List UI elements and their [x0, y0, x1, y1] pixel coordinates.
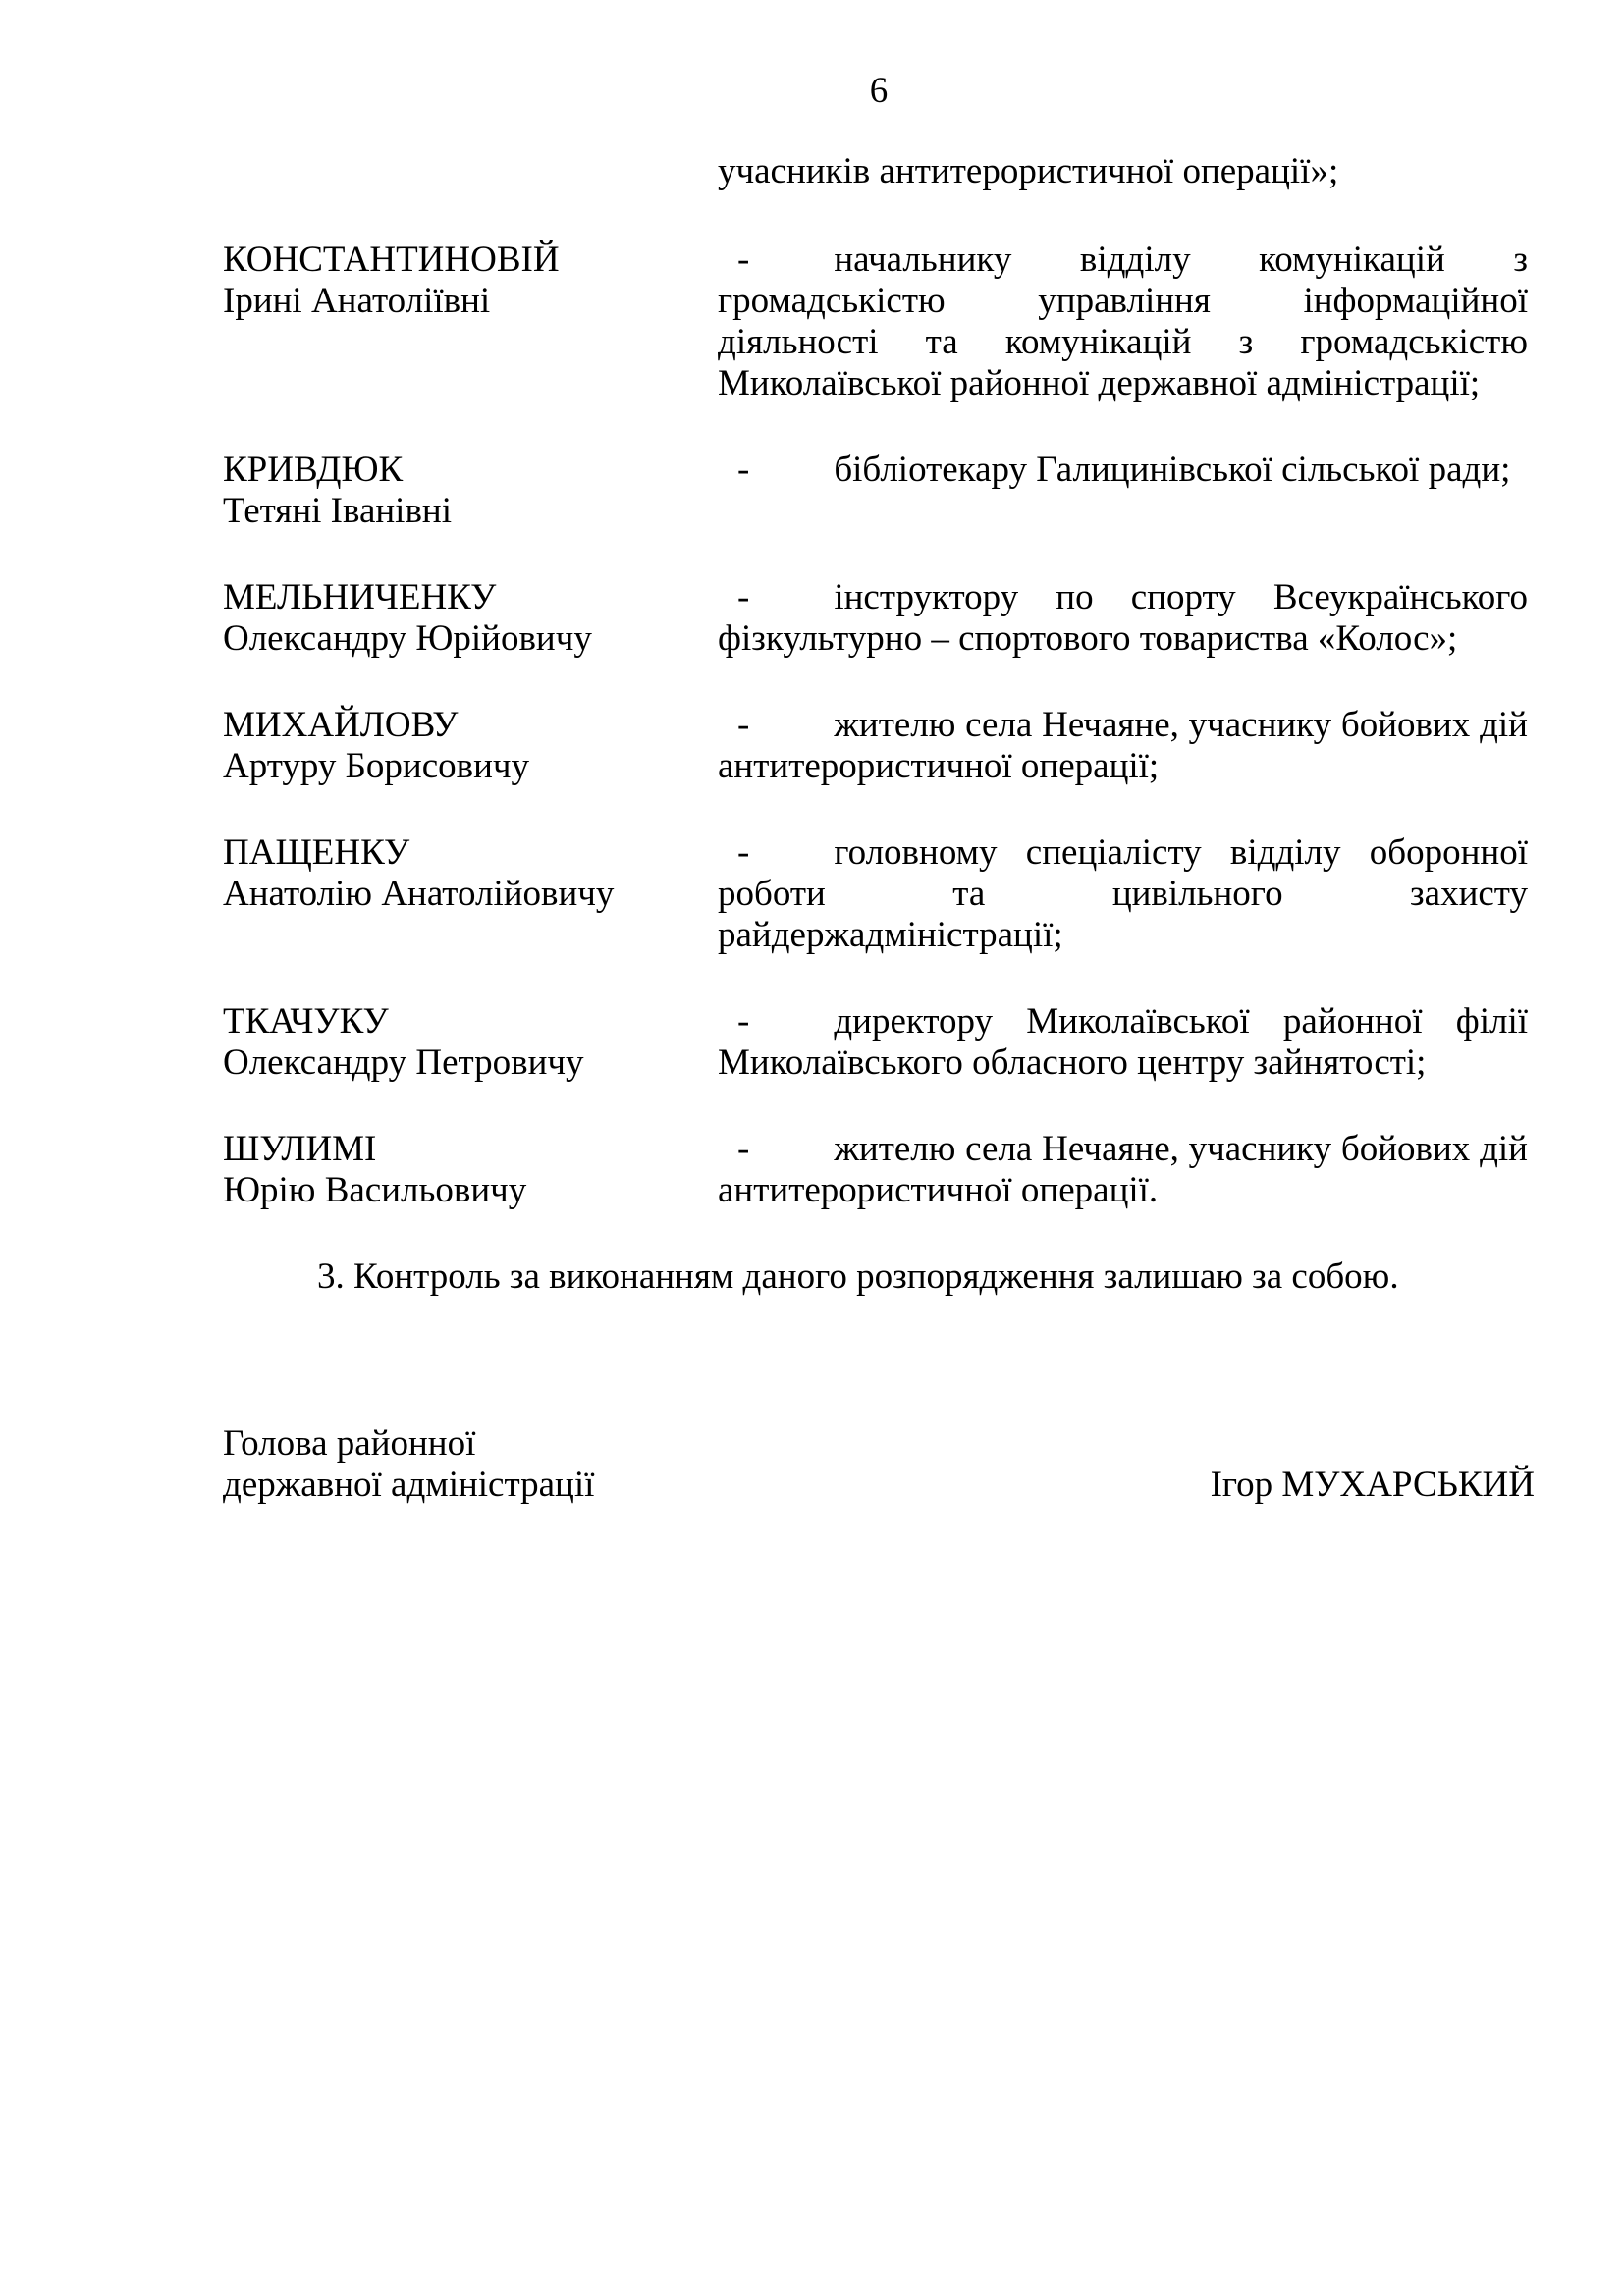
entry-dash: -	[737, 577, 750, 617]
entry-surname: КОНСТАНТИНОВІЙ	[223, 240, 560, 280]
entry-row	[223, 705, 1535, 787]
entry-given-names: Юрію Васильовичу	[223, 1170, 527, 1210]
entry-description-text: бібліотекару Галицинівської сільської ради;	[834, 450, 1511, 490]
entry-dash: -	[737, 1001, 750, 1041]
entry-given-names: Ірині Анатоліївні	[223, 281, 491, 321]
entry-names	[223, 240, 718, 404]
entry-surname: МЕЛЬНИЧЕНКУ	[223, 577, 497, 617]
entry-names	[223, 832, 718, 956]
entry-dash: -	[737, 240, 750, 280]
entry-row	[223, 1129, 1535, 1211]
entry-given-names: Тетяні Іванівні	[223, 491, 453, 531]
entry-description-text: жителю села Нечаяне, учаснику бойових дій антитерористичної операції;	[718, 705, 1528, 786]
entry-description	[718, 1001, 1528, 1084]
entry-surname: МИХАЙЛОВУ	[223, 705, 459, 745]
entries-list	[223, 240, 1535, 1211]
control-paragraph: 3. Контроль за виконанням даного розпорядження залишаю за собою.	[317, 1256, 1399, 1297]
entry-surname: КРИВДЮК	[223, 450, 404, 490]
entry-given-names: Олександру Юрійовичу	[223, 618, 592, 659]
signature-title-line1: Голова районної	[223, 1423, 476, 1464]
entry-description	[718, 450, 1528, 532]
entry-description-text: директору Миколаївської районної філії Миколаївського обласного центру зайнятості;	[718, 1001, 1528, 1083]
continuation-line: учасників антитерористичної операції»;	[718, 151, 1339, 191]
entry-surname: ПАЩЕНКУ	[223, 832, 410, 873]
page-number: 6	[869, 71, 889, 111]
entry-names	[223, 705, 718, 787]
entry-given-names: Артуру Борисовичу	[223, 746, 530, 786]
entry-description	[718, 1129, 1528, 1211]
entry-surname: ШУЛИМІ	[223, 1129, 377, 1169]
entry-names	[223, 1129, 718, 1211]
entry-description-text: головному спеціалісту відділу оборонної роботи та цивільного захисту райдержадміністрації;	[718, 832, 1528, 955]
entry-dash: -	[737, 450, 750, 490]
signature-name: Ігор МУХАРСЬКИЙ	[1210, 1465, 1535, 1505]
entry-names	[223, 1001, 718, 1084]
entry-given-names: Олександру Петровичу	[223, 1042, 584, 1083]
entry-row	[223, 1001, 1535, 1084]
entry-given-names: Анатолію Анатолійовичу	[223, 874, 615, 914]
entry-description-text: начальнику відділу комунікацій з громадськістю управління інформаційної діяльності та комунікацій з громадськістю Миколаївської районної державної адміністрації;	[718, 240, 1528, 403]
entry-description-text: інструктору по спорту Всеукраїнського фізкультурно – спортового товариства «Колос»;	[718, 577, 1528, 659]
entry-dash: -	[737, 832, 750, 873]
entry-description-text: жителю села Нечаяне, учаснику бойових дій антитерористичної операції.	[718, 1129, 1528, 1210]
entry-description	[718, 240, 1528, 404]
entry-description	[718, 705, 1528, 787]
entry-row	[223, 450, 1535, 532]
entry-surname: ТКАЧУКУ	[223, 1001, 389, 1041]
entry-dash: -	[737, 1129, 750, 1169]
entry-description	[718, 832, 1528, 956]
entry-row	[223, 240, 1535, 404]
entry-row	[223, 577, 1535, 660]
signature-title-line2: державної адміністрації	[223, 1465, 595, 1505]
entry-names	[223, 450, 718, 532]
entry-row	[223, 832, 1535, 956]
entry-description	[718, 577, 1528, 660]
signature-block	[223, 1423, 1535, 1506]
entry-dash: -	[737, 705, 750, 745]
signature-title	[223, 1423, 594, 1506]
entry-names	[223, 577, 718, 660]
